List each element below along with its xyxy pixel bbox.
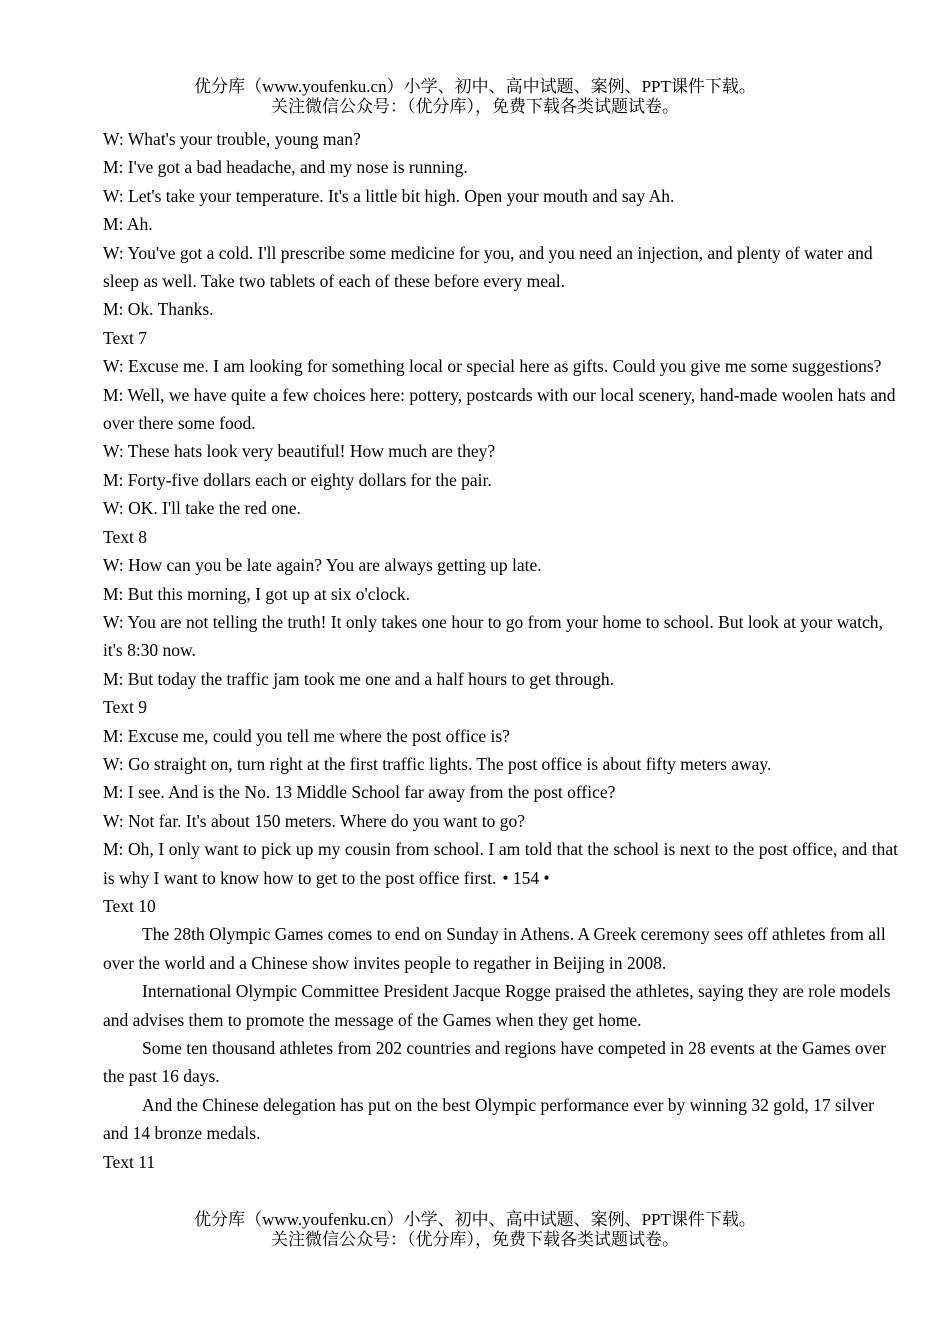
text7-line-5: W: OK. I'll take the red one.: [103, 498, 301, 519]
text6-line-5: W: You've got a cold. I'll prescribe some medicine for you, and you need an injection, and plenty of water and sleep as well. Take two tablets of each of these before every meal.: [103, 242, 873, 292]
page-footer: [0, 1210, 950, 1250]
text8-line-3: W: You are not telling the truth! It only takes one hour to go from your home to school. But look at your watch, it's 8:30 now.: [103, 611, 883, 661]
text7-title: Text 7: [103, 327, 147, 348]
text7-line-3: W: These hats look very beautiful! How much are they?: [103, 441, 496, 462]
text9-line-5: [103, 835, 898, 892]
text8-line-4: M: But today the traffic jam took me one and a half hours to get through.: [103, 668, 614, 689]
text8-line-2: M: But this morning, I got up at six o'clock.: [103, 583, 410, 604]
text10-paragraph-1: The 28th Olympic Games comes to end on Sunday in Athens. A Greek ceremony sees off athletes from all over the world and a Chinese show invites people to regather in Beijing in 2008.: [103, 924, 886, 973]
text6-line-3: W: Let's take your temperature. It's a little bit high. Open your mouth and say Ah.: [103, 185, 675, 206]
text10-paragraph-4: And the Chinese delegation has put on the best Olympic performance ever by winning 32 gold, 17 silver and 14 bronze medals.: [103, 1094, 874, 1144]
text9-line-2: W: Go straight on, turn right at the first traffic lights. The post office is about fifty meters away.: [103, 753, 772, 774]
text7-line-4: M: Forty-five dollars each or eighty dollars for the pair.: [103, 469, 492, 490]
text8-title: Text 8: [103, 526, 147, 547]
footer-line-2: 关注微信公众号：（优分库），免费下载各类试题试卷。: [271, 1230, 679, 1249]
text8-line-1: W: How can you be late again? You are always getting up late.: [103, 555, 542, 576]
text7-line-2: M: Well, we have quite a few choices here: pottery, postcards with our local scenery, hand-made woolen hats and over there some food.: [103, 384, 896, 434]
header-line-2: 关注微信公众号：（优分库），免费下载各类试题试卷。: [271, 97, 679, 116]
text11-title: Text 11: [103, 1151, 156, 1172]
text10-title: Text 10: [103, 895, 156, 916]
text9-line-4: W: Not far. It's about 150 meters. Where do you want to go?: [103, 810, 526, 831]
page-header: [0, 77, 950, 117]
text6-line-4: M: Ah.: [103, 214, 153, 235]
text7-line-1: W: Excuse me. I am looking for something local or special here as gifts. Could you give me some suggestions?: [103, 356, 882, 377]
text6-line-2: M: I've got a bad headache, and my nose is running.: [103, 157, 468, 178]
text9-title: Text 9: [103, 697, 147, 718]
text10-paragraph-2: International Olympic Committee President Jacque Rogge praised the athletes, saying they are role models and advises them to promote the message of the Games when they get home.: [103, 981, 891, 1030]
page-number: • 154 •: [502, 867, 550, 888]
text10-paragraph-3: Some ten thousand athletes from 202 countries and regions have competed in 28 events at the Games over the past 16 days.: [103, 1038, 887, 1087]
document-body: [103, 125, 898, 1176]
text9-line-1: M: Excuse me, could you tell me where the post office is?: [103, 725, 510, 746]
header-line-1: 优分库（www.youfenku.cn）小学、初中、高中试题、案例、PPT课件下载。: [194, 77, 756, 96]
footer-line-1: 优分库（www.youfenku.cn）小学、初中、高中试题、案例、PPT课件下载。: [194, 1210, 756, 1229]
text6-line-1: W: What's your trouble, young man?: [103, 129, 361, 149]
text6-line-6: M: Ok. Thanks.: [103, 299, 214, 320]
text9-line-5-text: M: Oh, I only want to pick up my cousin from school. I am told that the school is next to the post office, and that is why I want to know how to get to the post office first.: [103, 839, 898, 888]
text9-line-3: M: I see. And is the No. 13 Middle School far away from the post office?: [103, 782, 616, 803]
